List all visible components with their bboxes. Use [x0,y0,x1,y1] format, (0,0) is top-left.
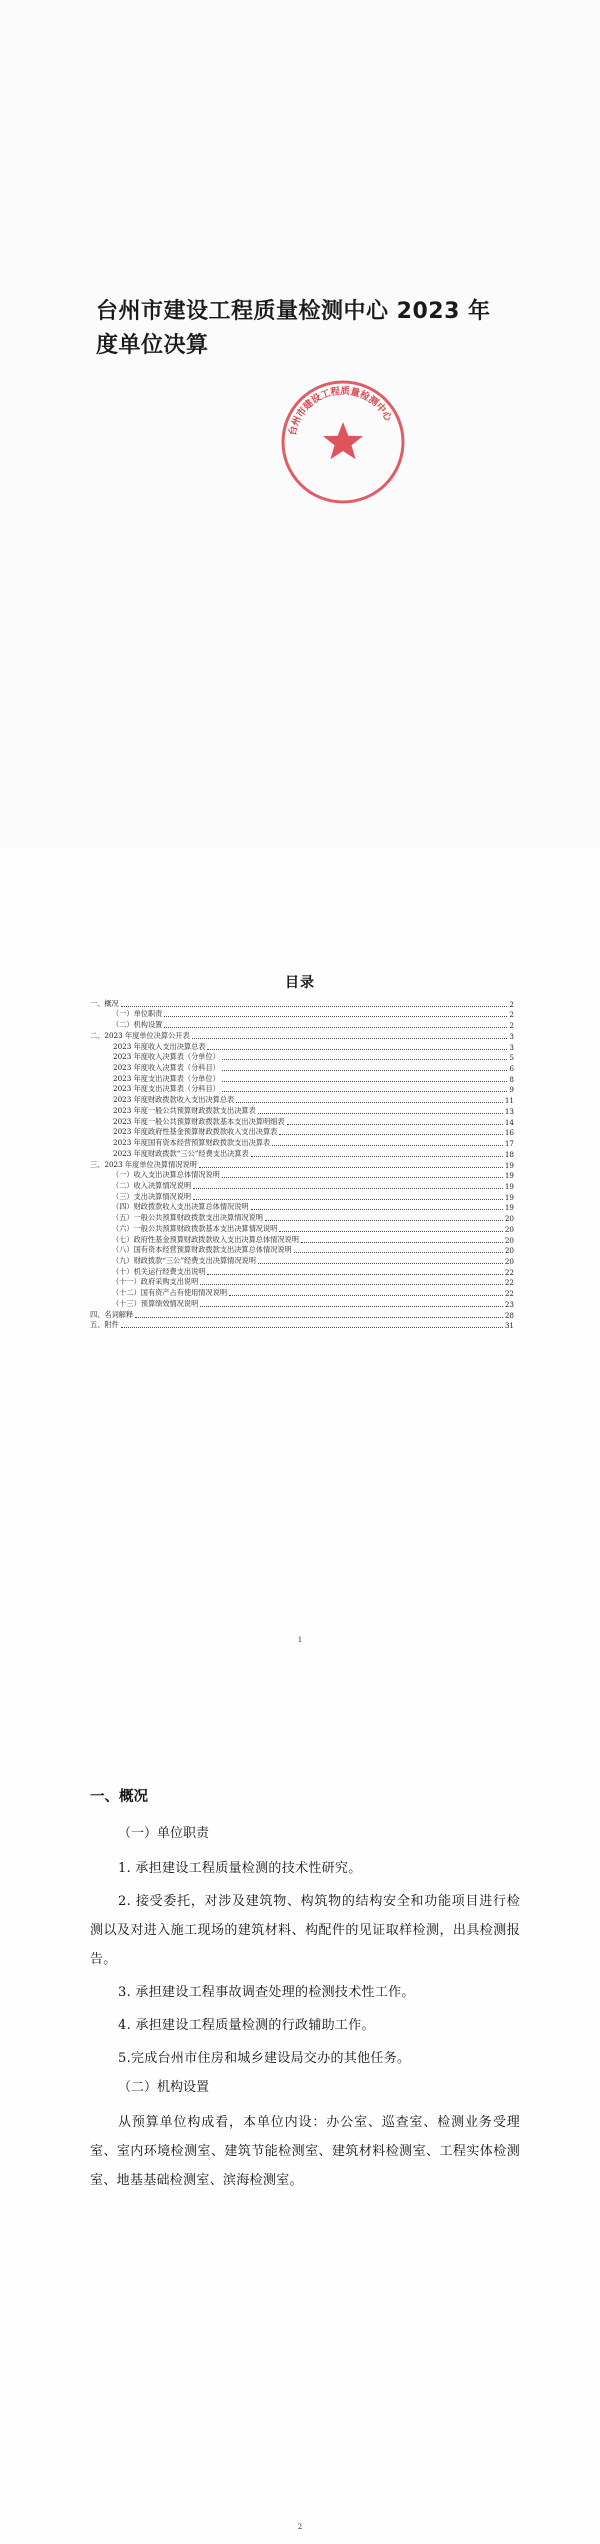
toc-leader-dots [222,1081,508,1082]
toc-entry[interactable] [90,1094,514,1105]
toc-entry-page: 2 [509,1010,514,1020]
toc-entry-label: 2023 年度政府性基金预算财政拨款收入支出决算表 [113,1127,278,1137]
toc-leader-dots [164,1016,507,1017]
toc-leader-dots [229,1295,503,1296]
duty-item: 4. 承担建设工程质量检测的行政辅助工作。 [118,2018,375,2033]
toc-entry-page: 11 [504,1096,514,1106]
toc-leader-dots [200,1306,503,1307]
seal-star-icon [323,422,363,459]
toc-entry[interactable] [90,1084,514,1095]
toc-entry[interactable] [90,1019,514,1030]
toc-entry-label: 三、2023 年度单位决算情况说明 [90,1159,197,1169]
cover-page [0,0,600,848]
duty-item: 2. 接受委托，对涉及建筑物、构筑物的结构安全和功能项目进行检测以及对进入施工现场的建筑材料、构配件的见证取样检测，出具检测报告。 [90,1894,520,1967]
toc-heading: 目录 [285,975,315,991]
toc-leader-dots [222,1059,508,1060]
toc-entry[interactable] [90,1245,514,1256]
toc-leader-dots [193,1188,503,1189]
toc-entry-label: 一、概况 [90,998,119,1008]
toc-entry-label: （二）收入决算情况说明 [112,1180,192,1190]
toc-entry-label: （七）政府性基金预算财政拨款收入支出决算总体情况说明 [112,1234,299,1244]
content-page [0,1696,600,2544]
toc-entry-page: 23 [504,1299,514,1309]
toc-entry-page: 2 [509,1021,514,1031]
toc-leader-dots [294,1252,503,1253]
toc-entry-page: 19 [504,1160,514,1170]
toc-entry[interactable] [90,1116,514,1127]
toc-entry-label: 2023 年度财政拨款“三公”经费支出决算表 [113,1148,249,1158]
toc-leader-dots [121,1327,503,1328]
toc-entry-page: 20 [504,1246,514,1256]
toc-leader-dots [135,1317,503,1318]
toc-entry-page: 3 [509,1042,514,1052]
toc-list [90,998,514,1330]
toc-leader-dots [251,1209,503,1210]
toc-leader-dots [199,1167,503,1168]
toc-entry-label: （十二）国有资产占有使用情况说明 [112,1288,228,1298]
toc-entry-page: 22 [504,1267,514,1277]
sub-heading-org: （二）机构设置 [118,2080,210,2095]
toc-entry-label: 2023 年度支出决算表（分科目） [113,1084,220,1094]
toc-leader-dots [251,1156,503,1157]
section-heading: 一、概况 [90,1789,148,1805]
toc-entry[interactable] [90,1159,514,1170]
toc-entry[interactable] [90,1009,514,1020]
toc-entry-page: 19 [504,1203,514,1213]
toc-entry-label: （九）财政拨款“三公”经费支出决算情况说明 [112,1255,256,1265]
toc-leader-dots [287,1124,503,1125]
toc-entry-page: 18 [504,1149,514,1159]
toc-entry[interactable] [90,1041,514,1052]
duty-item: 5.完成台州市住房和城乡建设局交办的其他任务。 [118,2051,411,2066]
toc-leader-dots [236,1102,503,1103]
toc-entry-label: （十）机关运行经费支出说明 [112,1266,206,1276]
toc-leader-dots [164,1027,507,1028]
toc-entry-page: 19 [504,1181,514,1191]
toc-leader-dots [193,1199,503,1200]
toc-entry-label: 2023 年度支出决算表（分单位） [113,1073,220,1083]
toc-entry[interactable] [90,1234,514,1245]
toc-entry-page: 19 [504,1192,514,1202]
toc-entry[interactable] [90,1266,514,1277]
toc-entry-label: （三）支出决算情况说明 [112,1191,192,1201]
toc-entry[interactable] [90,1052,514,1063]
toc-entry[interactable] [90,1309,514,1320]
toc-entry-page: 20 [504,1214,514,1224]
toc-entry-page: 5 [509,1053,514,1063]
cover-title: 台州市建设工程质量检测中心 2023 年度单位决算 [96,299,491,358]
duty-item: 1. 承担建设工程质量检测的技术性研究。 [118,1861,362,1876]
official-seal [278,377,408,507]
toc-entry[interactable] [90,1105,514,1116]
toc-entry-label: 2023 年度一般公共预算财政拨款基本支出决算明细表 [113,1116,285,1126]
toc-entry[interactable] [90,1320,514,1331]
toc-entry[interactable] [90,1062,514,1073]
page-number: 1 [297,1636,303,1644]
org-paragraph: 从预算单位构成看，本单位内设：办公室、巡查室、检测业务受理室、室内环境检测室、建筑节能检测室、建筑材料检测室、工程实体检测室、地基基础检测室、滨海检测室。 [90,2115,520,2188]
toc-entry-page: 6 [509,1064,514,1074]
toc-entry[interactable] [90,1223,514,1234]
toc-entry-page: 16 [504,1128,514,1138]
toc-entry-page: 20 [504,1224,514,1234]
toc-entry[interactable] [90,1191,514,1202]
toc-entry[interactable] [90,1148,514,1159]
toc-leader-dots [200,1284,503,1285]
toc-entry-page: 28 [504,1310,514,1320]
toc-entry-label: （一）收入支出决算总体情况说明 [112,1170,220,1180]
toc-entry-page: 20 [504,1235,514,1245]
toc-entry-label: 2023 年度财政拨款收入支出决算总表 [113,1095,235,1105]
toc-entry[interactable] [90,1180,514,1191]
duty-item: 3. 承担建设工程事故调查处理的检测技术性工作。 [118,1985,415,2000]
toc-entry-page: 19 [504,1171,514,1181]
toc-leader-dots [207,1274,502,1275]
toc-entry[interactable] [90,1255,514,1266]
toc-entry[interactable] [90,1137,514,1148]
toc-leader-dots [272,1145,503,1146]
toc-entry[interactable] [90,1212,514,1223]
toc-entry-label: （八）国有资本经营预算财政拨款支出决算总体情况说明 [112,1245,292,1255]
toc-entry[interactable] [90,1073,514,1084]
toc-entry-page: 22 [504,1278,514,1288]
toc-entry[interactable] [90,1127,514,1138]
toc-entry-page: 8 [509,1074,514,1084]
toc-entry[interactable] [90,1170,514,1181]
toc-entry[interactable] [90,1030,514,1041]
toc-entry-label: 二、2023 年度单位决算公开表 [90,1030,190,1040]
toc-entry-page: 14 [504,1117,514,1127]
toc-entry[interactable] [90,1287,514,1298]
toc-entry-label: 2023 年度一般公共预算财政拨款支出决算表 [113,1105,256,1115]
toc-entry-label: 2023 年度收入决算表（分单位） [113,1052,220,1062]
toc-entry-label: （十三）预算绩效情况说明 [112,1298,199,1308]
toc-entry[interactable] [90,998,514,1009]
sub-heading-duties: （一）单位职责 [118,1826,210,1841]
toc-leader-dots [301,1242,503,1243]
toc-entry-label: 2023 年度收入支出决算总表 [113,1041,206,1051]
toc-entry-label: （六）一般公共预算财政拨款基本支出决算情况说明 [112,1223,278,1233]
toc-leader-dots [279,1134,503,1135]
toc-entry[interactable] [90,1277,514,1288]
toc-entry-label: （十一）政府采购支出说明 [112,1277,199,1287]
toc-leader-dots [192,1038,508,1039]
toc-leader-dots [121,1006,508,1007]
toc-leader-dots [265,1220,503,1221]
page-number: 2 [297,2523,303,2531]
toc-leader-dots [222,1091,508,1092]
toc-entry-label: （一）单位职责 [112,1009,163,1019]
toc-entry-page: 3 [509,1031,514,1041]
toc-entry-page: 2 [509,999,514,1009]
toc-entry-page: 13 [504,1106,514,1116]
toc-leader-dots [279,1231,503,1232]
toc-entry-label: 2023 年度收入决算表（分科目） [113,1063,220,1073]
toc-entry-page: 22 [504,1289,514,1299]
toc-entry[interactable] [90,1298,514,1309]
toc-entry-label: 五、附件 [90,1320,119,1330]
toc-entry-page: 9 [509,1085,514,1095]
toc-entry-label: （四）财政拨款收入支出决算总体情况说明 [112,1202,249,1212]
toc-leader-dots [258,1263,503,1264]
content-body [90,1786,520,2195]
toc-entry-page: 31 [504,1321,514,1331]
toc-leader-dots [222,1070,508,1071]
toc-entry-label: 2023 年度国有资本经营预算财政拨款支出决算表 [113,1138,271,1148]
toc-page [0,848,600,1696]
toc-leader-dots [222,1177,503,1178]
seal-text: 台州市建设工程质量检测中心 [287,385,394,437]
toc-entry-label: （二）机构设置 [112,1020,163,1030]
toc-entry-label: （五）一般公共预算财政拨款支出决算情况说明 [112,1213,263,1223]
toc-entry[interactable] [90,1202,514,1213]
toc-entry-label: 四、名词解释 [90,1309,134,1319]
toc-entry-page: 20 [504,1256,514,1266]
toc-entry-page: 17 [504,1139,514,1149]
toc-leader-dots [207,1049,507,1050]
toc-leader-dots [258,1113,503,1114]
